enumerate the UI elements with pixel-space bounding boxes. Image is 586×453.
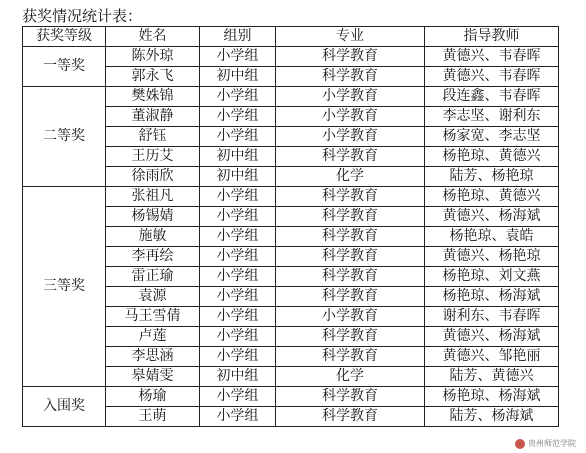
advisor-cell: 杨艳琼、袁皓 <box>425 227 559 247</box>
name-cell: 陈外琼 <box>106 47 200 67</box>
advisor-cell: 李志坚、谢利东 <box>425 107 559 127</box>
advisor-cell: 杨艳琼、杨海斌 <box>425 387 559 407</box>
header-row <box>23 27 559 47</box>
advisor-cell: 杨艳琼、刘文燕 <box>425 267 559 287</box>
header-award-level: 获奖等级 <box>23 27 106 47</box>
group-cell: 小学组 <box>200 227 276 247</box>
name-cell: 舒钰 <box>106 127 200 147</box>
advisor-cell: 黄德兴、韦春晖 <box>425 47 559 67</box>
watermark-text: 贵州师范学院 <box>528 439 576 448</box>
name-cell: 王历艾 <box>106 147 200 167</box>
major-cell: 科学教育 <box>276 67 425 87</box>
name-cell: 张祖凡 <box>106 187 200 207</box>
major-cell: 科学教育 <box>276 407 425 427</box>
table-caption: 获奖情况统计表： <box>22 7 143 25</box>
advisor-cell: 杨艳琼、黄德兴 <box>425 147 559 167</box>
major-cell: 小学教育 <box>276 107 425 127</box>
group-cell: 小学组 <box>200 87 276 107</box>
name-cell: 皋婧雯 <box>106 367 200 387</box>
advisor-cell: 陆芳、杨海斌 <box>425 407 559 427</box>
major-cell: 科学教育 <box>276 247 425 267</box>
major-cell: 小学教育 <box>276 87 425 107</box>
advisor-cell: 段连鑫、韦春晖 <box>425 87 559 107</box>
name-cell: 卢莲 <box>106 327 200 347</box>
name-cell: 董淑静 <box>106 107 200 127</box>
name-cell: 樊姝锦 <box>106 87 200 107</box>
advisor-cell: 杨艳琼、杨海斌 <box>425 287 559 307</box>
group-cell: 小学组 <box>200 407 276 427</box>
header-group: 组别 <box>200 27 276 47</box>
group-cell: 小学组 <box>200 207 276 227</box>
table-row <box>23 87 559 107</box>
major-cell: 科学教育 <box>276 347 425 367</box>
group-cell: 小学组 <box>200 327 276 347</box>
name-cell: 杨锡婧 <box>106 207 200 227</box>
award-level-cell: 入围奖 <box>23 387 106 427</box>
name-cell: 雷正瑜 <box>106 267 200 287</box>
watermark <box>515 438 576 449</box>
name-cell: 李再绘 <box>106 247 200 267</box>
header-advisor: 指导教师 <box>425 27 559 47</box>
advisor-cell: 陆芳、杨艳琼 <box>425 167 559 187</box>
name-cell: 杨瑜 <box>106 387 200 407</box>
major-cell: 科学教育 <box>276 47 425 67</box>
major-cell: 科学教育 <box>276 227 425 247</box>
group-cell: 小学组 <box>200 107 276 127</box>
advisor-cell: 杨艳琼、黄德兴 <box>425 187 559 207</box>
advisor-cell: 陆芳、黄德兴 <box>425 367 559 387</box>
group-cell: 初中组 <box>200 167 276 187</box>
group-cell: 小学组 <box>200 287 276 307</box>
table-row <box>23 387 559 407</box>
name-cell: 施敏 <box>106 227 200 247</box>
group-cell: 初中组 <box>200 367 276 387</box>
name-cell: 李思涵 <box>106 347 200 367</box>
major-cell: 科学教育 <box>276 287 425 307</box>
group-cell: 小学组 <box>200 127 276 147</box>
major-cell: 化学 <box>276 167 425 187</box>
group-cell: 初中组 <box>200 67 276 87</box>
name-cell: 郭永飞 <box>106 67 200 87</box>
name-cell: 徐雨欣 <box>106 167 200 187</box>
header-name: 姓名 <box>106 27 200 47</box>
name-cell: 王萌 <box>106 407 200 427</box>
advisor-cell: 黄德兴、韦春晖 <box>425 67 559 87</box>
name-cell: 袁源 <box>106 287 200 307</box>
group-cell: 小学组 <box>200 187 276 207</box>
major-cell: 小学教育 <box>276 127 425 147</box>
advisor-cell: 谢利东、韦春晖 <box>425 307 559 327</box>
seal-icon <box>515 439 525 449</box>
major-cell: 化学 <box>276 367 425 387</box>
advisor-cell: 黄德兴、杨海斌 <box>425 327 559 347</box>
major-cell: 科学教育 <box>276 327 425 347</box>
advisor-cell: 黄德兴、杨艳琼 <box>425 247 559 267</box>
group-cell: 小学组 <box>200 307 276 327</box>
table-row <box>23 187 559 207</box>
group-cell: 小学组 <box>200 247 276 267</box>
table-body <box>23 47 559 427</box>
group-cell: 小学组 <box>200 267 276 287</box>
award-level-cell: 三等奖 <box>23 187 106 387</box>
advisor-cell: 黄德兴、邹艳丽 <box>425 347 559 367</box>
name-cell: 马王雪倩 <box>106 307 200 327</box>
major-cell: 科学教育 <box>276 387 425 407</box>
group-cell: 小学组 <box>200 47 276 67</box>
group-cell: 小学组 <box>200 347 276 367</box>
major-cell: 科学教育 <box>276 147 425 167</box>
major-cell: 科学教育 <box>276 207 425 227</box>
major-cell: 科学教育 <box>276 187 425 207</box>
group-cell: 初中组 <box>200 147 276 167</box>
advisor-cell: 黄德兴、杨海斌 <box>425 207 559 227</box>
major-cell: 科学教育 <box>276 267 425 287</box>
advisor-cell: 杨家宽、李志坚 <box>425 127 559 147</box>
major-cell: 小学教育 <box>276 307 425 327</box>
table-row <box>23 47 559 67</box>
group-cell: 小学组 <box>200 387 276 407</box>
award-level-cell: 二等奖 <box>23 87 106 187</box>
awards-table <box>22 26 559 427</box>
award-level-cell: 一等奖 <box>23 47 106 87</box>
header-major: 专业 <box>276 27 425 47</box>
